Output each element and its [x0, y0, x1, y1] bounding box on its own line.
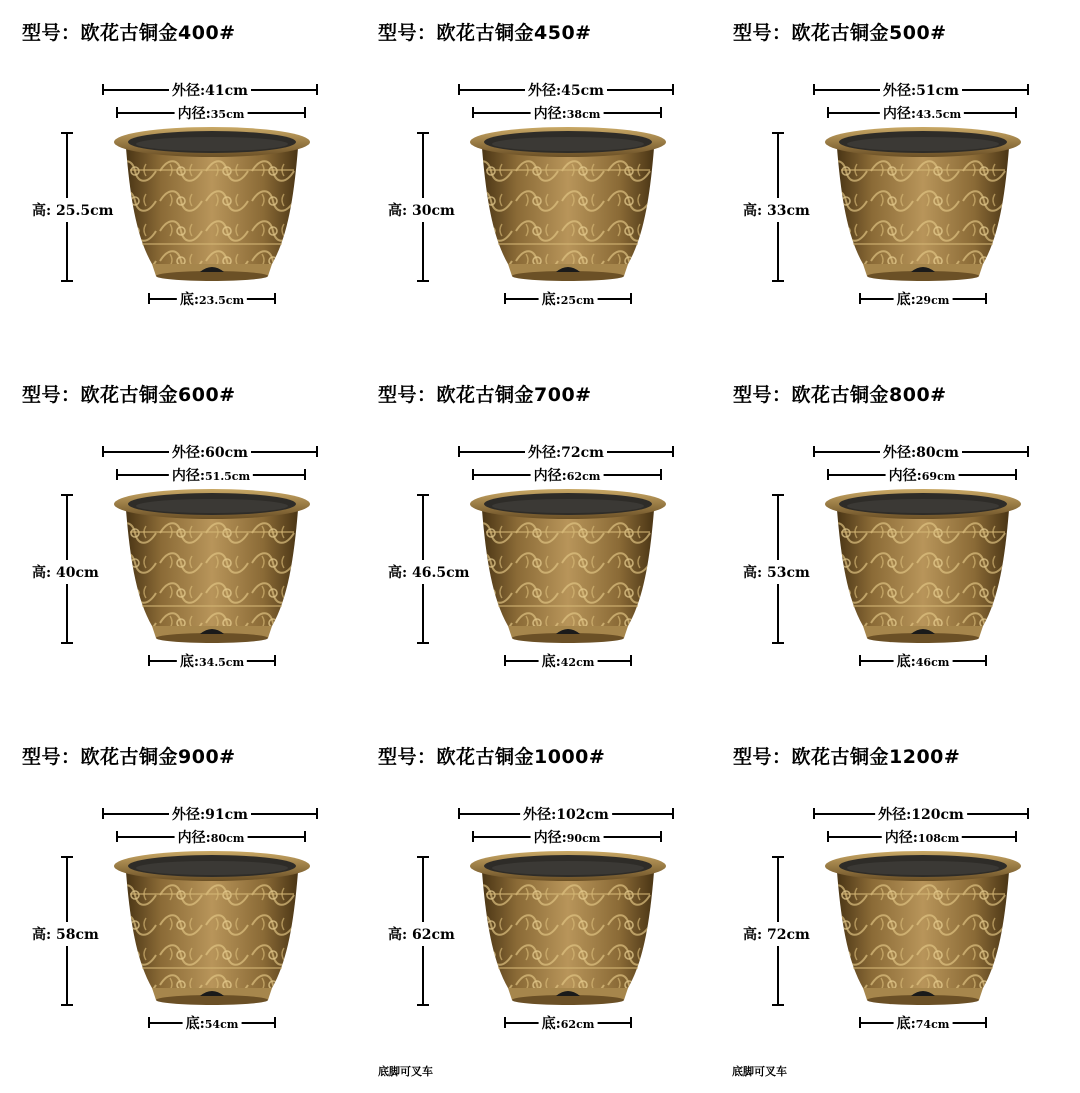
height-value: 46.5cm — [412, 565, 470, 581]
flower-pot-image — [112, 850, 312, 1012]
base-diameter-label: 底:29cm — [894, 289, 953, 309]
outer-diameter-dimension — [458, 444, 674, 461]
outer-diameter-label: 外径:91cm — [169, 804, 251, 824]
inner-diameter-value: 62cm — [566, 470, 601, 483]
height-label: 高: 40cm — [32, 560, 99, 584]
inner-diameter-dimension — [116, 829, 306, 846]
flower-pot-image — [468, 488, 668, 650]
outer-diameter-dimension — [102, 806, 318, 823]
model-title: 型号：欧花古铜金700# — [378, 384, 592, 406]
model-title: 型号：欧花古铜金1200# — [733, 746, 961, 768]
base-diameter-dimension — [504, 291, 632, 308]
inner-diameter-dimension — [472, 829, 662, 846]
height-value: 25.5cm — [56, 203, 114, 219]
outer-diameter-label: 外径:60cm — [169, 442, 251, 462]
base-diameter-value: 23.5cm — [199, 294, 245, 307]
model-title: 型号：欧花古铜金1000# — [378, 746, 606, 768]
height-label: 高: 62cm — [388, 922, 455, 946]
model-title: 型号：欧花古铜金450# — [378, 22, 592, 44]
product-card — [22, 742, 362, 1052]
base-diameter-label: 底:62cm — [539, 1013, 598, 1033]
base-diameter-value: 54cm — [204, 1018, 239, 1031]
base-diameter-label: 底:34.5cm — [177, 651, 247, 671]
height-label: 高: 30cm — [388, 198, 455, 222]
base-diameter-dimension — [504, 1015, 632, 1032]
outer-diameter-value: 51cm — [916, 83, 959, 99]
product-card — [733, 380, 1073, 690]
height-label: 高: 53cm — [743, 560, 810, 584]
base-diameter-dimension — [859, 1015, 987, 1032]
outer-diameter-dimension — [813, 82, 1029, 99]
outer-diameter-dimension — [458, 806, 674, 823]
outer-diameter-dimension — [813, 806, 1029, 823]
inner-diameter-dimension — [472, 105, 662, 122]
height-value: 30cm — [412, 203, 455, 219]
height-value: 53cm — [767, 565, 810, 581]
outer-diameter-label: 外径:102cm — [520, 804, 612, 824]
base-diameter-dimension — [148, 1015, 276, 1032]
inner-diameter-dimension — [827, 467, 1017, 484]
outer-diameter-dimension — [458, 82, 674, 99]
flower-pot-image — [823, 850, 1023, 1012]
inner-diameter-label: 内径:80cm — [175, 827, 248, 847]
base-diameter-dimension — [148, 653, 276, 670]
forklift-note: 底脚可叉车 — [378, 1065, 433, 1078]
height-value: 40cm — [56, 565, 99, 581]
inner-diameter-dimension — [827, 105, 1017, 122]
base-diameter-label: 底:23.5cm — [177, 289, 247, 309]
product-card — [733, 18, 1073, 328]
flower-pot-image — [823, 488, 1023, 650]
base-diameter-label: 底:74cm — [894, 1013, 953, 1033]
height-label: 高: 33cm — [743, 198, 810, 222]
inner-diameter-label: 内径:35cm — [175, 103, 248, 123]
outer-diameter-value: 41cm — [205, 83, 248, 99]
base-diameter-label: 底:54cm — [183, 1013, 242, 1033]
outer-diameter-label: 外径:41cm — [169, 80, 251, 100]
base-diameter-value: 34.5cm — [199, 656, 245, 669]
inner-diameter-value: 90cm — [566, 832, 601, 845]
outer-diameter-dimension — [102, 444, 318, 461]
height-label: 高: 25.5cm — [32, 198, 113, 222]
outer-diameter-value: 102cm — [556, 807, 609, 823]
outer-diameter-label: 外径:51cm — [880, 80, 962, 100]
base-diameter-value: 46cm — [915, 656, 950, 669]
height-label: 高: 72cm — [743, 922, 810, 946]
height-label: 高: 58cm — [32, 922, 99, 946]
product-card — [378, 18, 718, 328]
height-value: 72cm — [767, 927, 810, 943]
outer-diameter-value: 45cm — [561, 83, 604, 99]
inner-diameter-dimension — [472, 467, 662, 484]
inner-diameter-label: 内径:38cm — [531, 103, 604, 123]
height-label: 高: 46.5cm — [388, 560, 469, 584]
height-value: 62cm — [412, 927, 455, 943]
model-title: 型号：欧花古铜金800# — [733, 384, 947, 406]
inner-diameter-value: 51.5cm — [205, 470, 251, 483]
flower-pot-image — [112, 126, 312, 288]
outer-diameter-value: 72cm — [561, 445, 604, 461]
inner-diameter-value: 35cm — [210, 108, 245, 121]
inner-diameter-label: 内径:62cm — [531, 465, 604, 485]
outer-diameter-value: 91cm — [205, 807, 248, 823]
outer-diameter-value: 60cm — [205, 445, 248, 461]
base-diameter-label: 底:42cm — [539, 651, 598, 671]
inner-diameter-label: 内径:69cm — [886, 465, 959, 485]
model-title: 型号：欧花古铜金500# — [733, 22, 947, 44]
height-value: 58cm — [56, 927, 99, 943]
model-title: 型号：欧花古铜金600# — [22, 384, 236, 406]
product-card — [733, 742, 1073, 1052]
inner-diameter-value: 43.5cm — [916, 108, 962, 121]
base-diameter-dimension — [859, 291, 987, 308]
flower-pot-image — [468, 126, 668, 288]
product-card — [22, 18, 362, 328]
inner-diameter-label: 内径:43.5cm — [880, 103, 964, 123]
base-diameter-dimension — [504, 653, 632, 670]
base-diameter-dimension — [859, 653, 987, 670]
inner-diameter-label: 内径:90cm — [531, 827, 604, 847]
base-diameter-dimension — [148, 291, 276, 308]
inner-diameter-label: 内径:51.5cm — [169, 465, 253, 485]
forklift-note: 底脚可叉车 — [732, 1065, 787, 1078]
inner-diameter-dimension — [827, 829, 1017, 846]
product-card — [378, 742, 718, 1052]
outer-diameter-label: 外径:72cm — [525, 442, 607, 462]
outer-diameter-label: 外径:45cm — [525, 80, 607, 100]
flower-pot-image — [468, 850, 668, 1012]
inner-diameter-dimension — [116, 105, 306, 122]
flower-pot-image — [112, 488, 312, 650]
base-diameter-value: 29cm — [915, 294, 950, 307]
product-card — [22, 380, 362, 690]
outer-diameter-dimension — [102, 82, 318, 99]
inner-diameter-value: 80cm — [210, 832, 245, 845]
model-title: 型号：欧花古铜金900# — [22, 746, 236, 768]
base-diameter-value: 25cm — [560, 294, 595, 307]
flower-pot-image — [823, 126, 1023, 288]
base-diameter-label: 底:46cm — [894, 651, 953, 671]
outer-diameter-label: 外径:80cm — [880, 442, 962, 462]
base-diameter-value: 42cm — [560, 656, 595, 669]
product-card — [378, 380, 718, 690]
inner-diameter-value: 108cm — [917, 832, 960, 845]
inner-diameter-value: 38cm — [566, 108, 601, 121]
base-diameter-value: 62cm — [560, 1018, 595, 1031]
base-diameter-value: 74cm — [915, 1018, 950, 1031]
inner-diameter-label: 内径:108cm — [882, 827, 962, 847]
inner-diameter-value: 69cm — [921, 470, 956, 483]
outer-diameter-value: 80cm — [916, 445, 959, 461]
outer-diameter-label: 外径:120cm — [875, 804, 967, 824]
height-value: 33cm — [767, 203, 810, 219]
inner-diameter-dimension — [116, 467, 306, 484]
base-diameter-label: 底:25cm — [539, 289, 598, 309]
model-title: 型号：欧花古铜金400# — [22, 22, 236, 44]
outer-diameter-value: 120cm — [911, 807, 964, 823]
outer-diameter-dimension — [813, 444, 1029, 461]
